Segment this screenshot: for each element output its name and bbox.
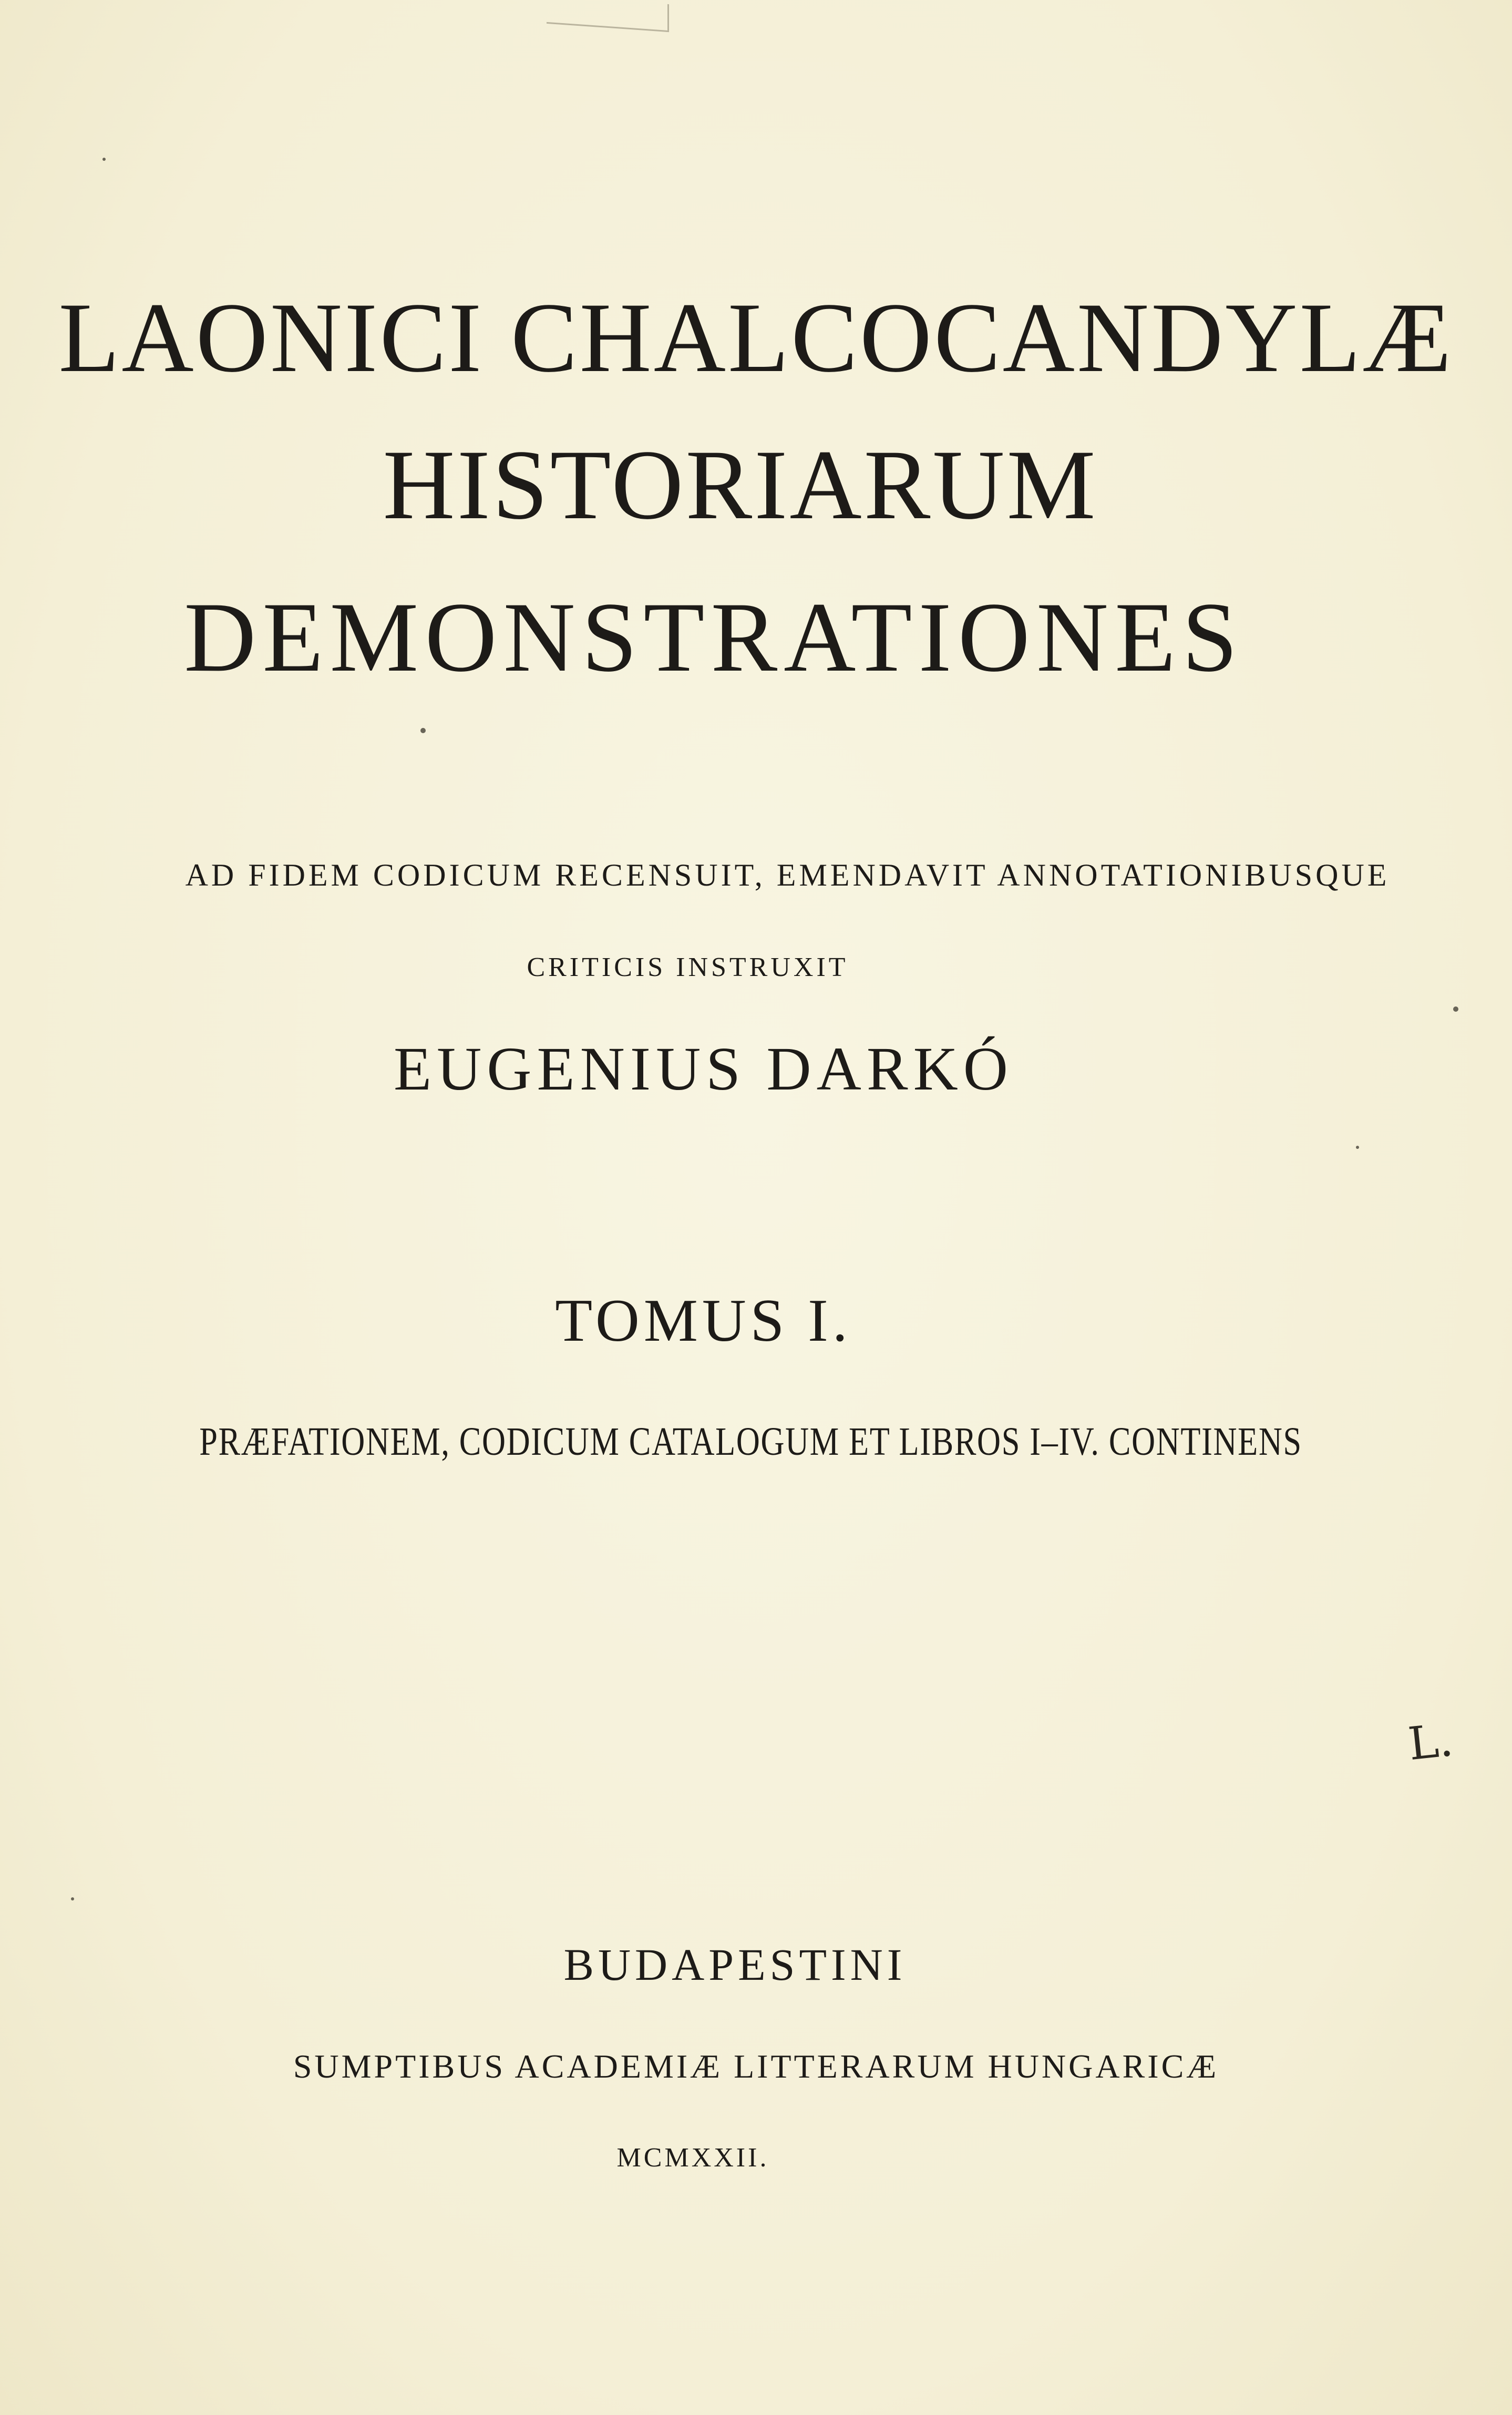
volume-contents: PRÆFATIONEM, CODICUM CATALOGUM ET LIBROS I–IV. CONTINENS	[199, 1420, 1302, 1464]
publication-year: MCMXXII.	[616, 2143, 769, 2173]
subtitle-line-1: AD FIDEM CODICUM RECENSUIT, EMENDAVIT ANNOTATIONIBUSQUE	[185, 858, 1390, 892]
volume-label: TOMUS I.	[555, 1287, 852, 1354]
ink-speck	[1453, 1006, 1458, 1012]
title-line-1: LAONICI CHALCOCANDYLÆ	[58, 283, 1454, 393]
author-name: EUGENIUS DARKÓ	[393, 1034, 1013, 1103]
handwritten-margin-note: L.	[1406, 1713, 1456, 1771]
title-line-2: HISTORIARUM	[383, 430, 1098, 540]
ink-speck	[102, 158, 106, 161]
publication-place: BUDAPESTINI	[563, 1939, 907, 1990]
ink-speck	[1356, 1146, 1359, 1149]
title-line-3: DEMONSTRATIONES	[184, 582, 1244, 693]
ink-speck	[71, 1897, 74, 1900]
subtitle-line-2: CRITICIS INSTRUXIT	[527, 952, 849, 982]
page-tab-mark	[547, 0, 669, 32]
publisher: SUMPTIBUS ACADEMIÆ LITTERARUM HUNGARICÆ	[293, 2048, 1219, 2085]
ink-speck	[420, 728, 426, 733]
